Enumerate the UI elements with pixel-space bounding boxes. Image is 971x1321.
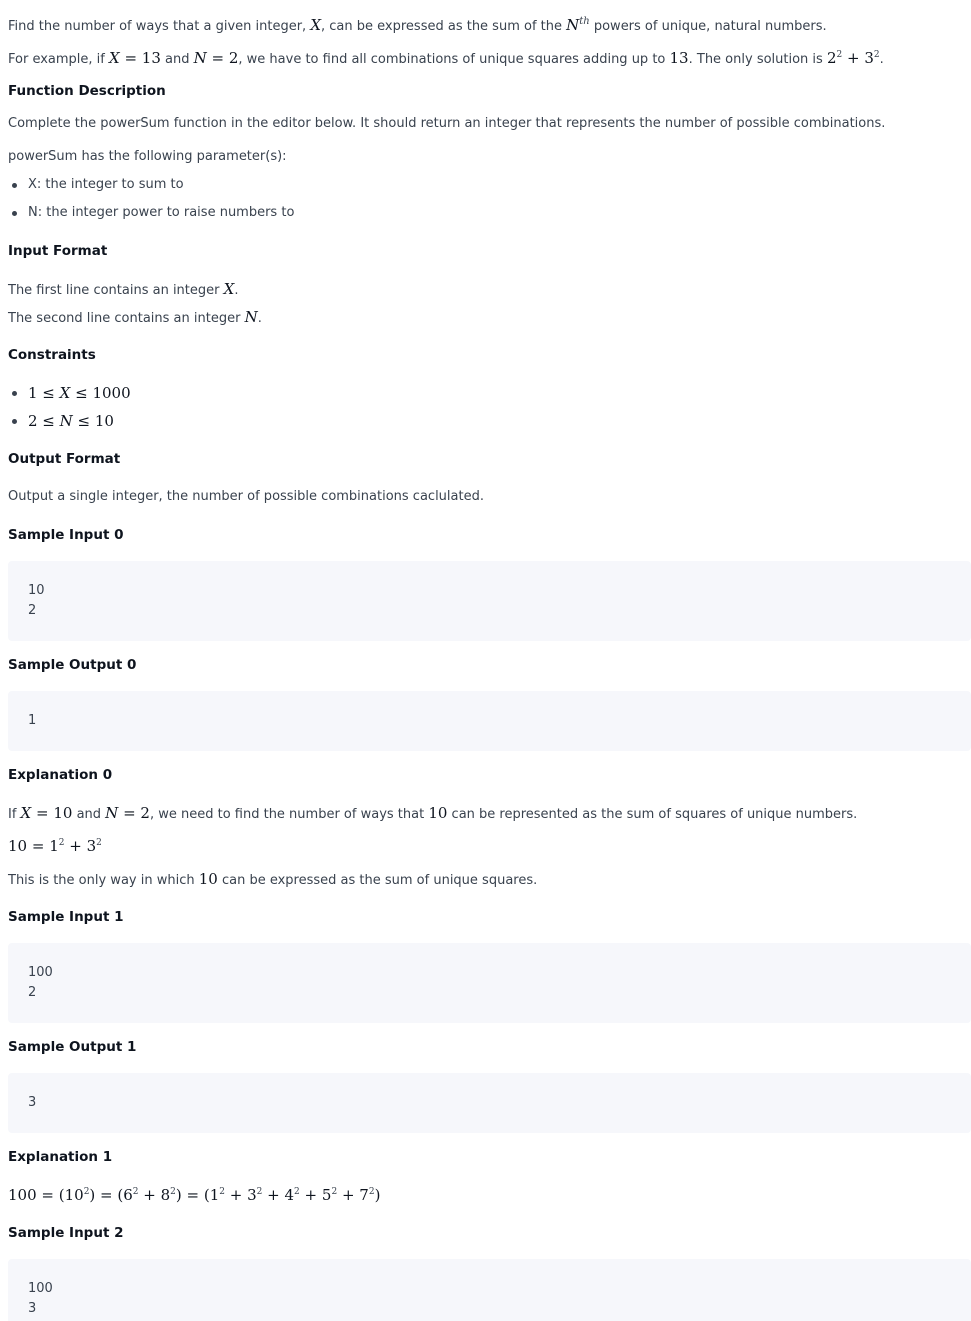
sample-input-0-block[interactable] xyxy=(8,561,971,641)
sample-input-1-block[interactable] xyxy=(8,943,971,1023)
math-text: 10 xyxy=(198,870,218,888)
explanation-text: , we need to find the number of ways that xyxy=(149,807,429,822)
math-var-x: X xyxy=(223,280,235,298)
bullet-icon xyxy=(12,183,17,188)
intro-paragraph-1 xyxy=(8,15,827,37)
param-item: X: the integer to sum to xyxy=(28,177,184,192)
explanation-text: can be represented as the sum of squares of unique numbers. xyxy=(447,807,858,822)
sample-input-1-code[interactable]: 100 2 xyxy=(28,965,53,1000)
sample-input-1-heading: Sample Input 1 xyxy=(8,909,124,925)
output-format-text: Output a single integer, the number of possible combinations caclulated. xyxy=(8,489,484,504)
math-var-n: N xyxy=(244,308,258,326)
math-text: + 3 xyxy=(842,49,874,67)
math-superscript: th xyxy=(579,16,590,27)
input-format-line-1 xyxy=(8,279,238,301)
math-text: = 2 xyxy=(206,49,239,67)
math-text: + 4 xyxy=(262,1186,295,1204)
math-text: 2 xyxy=(826,49,837,67)
math-superscript: 2 xyxy=(219,1187,225,1197)
math-text: + 7 xyxy=(337,1186,369,1204)
output-format-heading: Output Format xyxy=(8,451,121,467)
math-text: ) = (1 xyxy=(175,1186,220,1204)
math-superscript: 2 xyxy=(836,50,843,60)
math-text: + 8 xyxy=(138,1186,171,1204)
math-text: = 13 xyxy=(119,49,161,67)
explanation-0-heading: Explanation 0 xyxy=(8,767,113,783)
input-format-text: The first line contains an integer xyxy=(8,283,224,298)
bullet-icon xyxy=(12,419,17,424)
function-description-text: Complete the powerSum function in the editor below. It should return an integer that represents the number of possible combinations. xyxy=(8,116,886,131)
sample-output-0-heading: Sample Output 0 xyxy=(8,657,137,673)
math-superscript: 2 xyxy=(96,838,102,848)
math-text: + 3 xyxy=(225,1186,257,1204)
explanation-text: This is the only way in which xyxy=(8,873,199,888)
math-var-n: N xyxy=(193,49,207,67)
math-var-n: N xyxy=(59,412,73,430)
explanation-text: and xyxy=(72,807,106,822)
bullet-icon xyxy=(12,391,17,396)
parameters-intro: powerSum has the following parameter(s): xyxy=(8,149,287,164)
math-text: = 10 xyxy=(31,804,73,822)
intro-text: . The only solution is xyxy=(688,52,827,67)
intro-text: . xyxy=(879,52,884,67)
math-text: ) = (6 xyxy=(89,1186,133,1204)
math-superscript: 2 xyxy=(256,1187,263,1197)
math-text: 1 ≤ xyxy=(28,384,60,402)
intro-text: , we have to find all combinations of unique squares adding up to xyxy=(238,52,670,67)
input-format-line-2 xyxy=(8,307,262,329)
bullet-icon xyxy=(12,211,17,216)
math-superscript: 2 xyxy=(331,1187,338,1197)
explanation-1-formula xyxy=(8,1185,380,1207)
math-text: ≤ 10 xyxy=(72,412,114,430)
input-format-text: . xyxy=(257,311,262,326)
sample-output-1-block[interactable] xyxy=(8,1073,971,1133)
sample-output-1-heading: Sample Output 1 xyxy=(8,1039,137,1055)
explanation-0-formula xyxy=(8,836,102,858)
math-text: + 5 xyxy=(299,1186,332,1204)
math-text: = 2 xyxy=(118,804,150,822)
math-var-x: X xyxy=(310,16,322,34)
explanation-1-heading: Explanation 1 xyxy=(8,1149,113,1165)
constraints-heading: Constraints xyxy=(8,347,96,363)
explanation-text: If xyxy=(8,807,21,822)
sample-output-0-code[interactable]: 1 xyxy=(28,713,37,728)
math-var-x: X xyxy=(59,384,71,402)
math-text: 13 xyxy=(669,49,689,67)
math-superscript: 2 xyxy=(170,1187,176,1197)
sample-output-1-code[interactable]: 3 xyxy=(28,1095,37,1110)
math-text: 10 = 1 xyxy=(8,837,59,855)
explanation-0-line-1 xyxy=(8,803,857,825)
intro-paragraph-2 xyxy=(8,48,884,70)
intro-text: , can be expressed as the sum of the xyxy=(321,19,567,34)
constraint-n xyxy=(28,411,114,433)
math-superscript: 2 xyxy=(58,838,65,848)
math-superscript: 2 xyxy=(873,50,880,60)
sample-input-2-block[interactable] xyxy=(8,1259,971,1321)
explanation-text: can be expressed as the sum of unique squares. xyxy=(217,873,538,888)
math-var-x: X xyxy=(20,804,32,822)
sample-output-0-block[interactable] xyxy=(8,691,971,751)
function-description-heading: Function Description xyxy=(8,83,166,99)
input-format-text: . xyxy=(234,283,239,298)
sample-input-2-code[interactable]: 100 3 xyxy=(28,1281,53,1316)
intro-text: powers of unique, natural numbers. xyxy=(589,19,827,34)
math-var-n: N xyxy=(105,804,119,822)
math-superscript: 2 xyxy=(83,1187,90,1197)
explanation-0-line-3 xyxy=(8,869,537,891)
constraint-x xyxy=(28,383,131,405)
input-format-text: The second line contains an integer xyxy=(8,311,245,326)
intro-text: Find the number of ways that a given integer, xyxy=(8,19,311,34)
math-superscript: 2 xyxy=(294,1187,300,1197)
math-text: 100 = (10 xyxy=(8,1186,84,1204)
input-format-heading: Input Format xyxy=(8,243,108,259)
sample-input-0-heading: Sample Input 0 xyxy=(8,527,124,543)
param-item: N: the integer power to raise numbers to xyxy=(28,205,295,220)
intro-text: For example, if xyxy=(8,52,109,67)
math-var-x: X xyxy=(109,49,120,67)
math-text: + 3 xyxy=(64,837,97,855)
math-text: 10 xyxy=(428,804,448,822)
math-text: 2 ≤ xyxy=(28,412,60,430)
math-superscript: 2 xyxy=(368,1187,375,1197)
sample-input-0-code[interactable]: 10 2 xyxy=(28,583,45,618)
sample-input-2-heading: Sample Input 2 xyxy=(8,1225,124,1241)
intro-text: and xyxy=(160,52,194,67)
math-superscript: 2 xyxy=(132,1187,139,1197)
math-var-n: N xyxy=(566,16,580,34)
math-text: ≤ 1000 xyxy=(70,384,131,402)
math-text: ) xyxy=(374,1186,381,1204)
